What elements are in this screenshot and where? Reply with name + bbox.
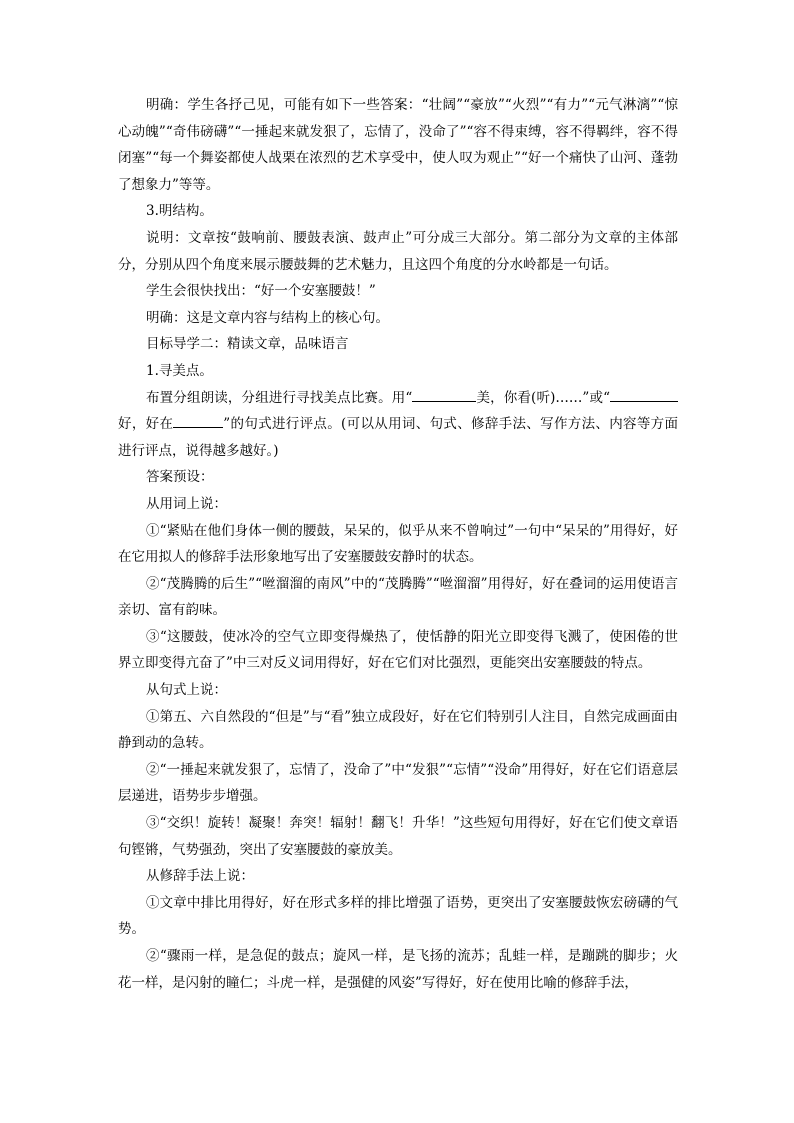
paragraph-rhetoric-heading: 从修辞手法上说： xyxy=(146,868,254,885)
paragraph-word-choice-heading: 从用词上说： xyxy=(146,495,227,512)
fill-blank xyxy=(173,413,223,428)
assignment-text-2: 美，你看(听)……”或“ xyxy=(476,389,610,406)
paragraph-rhetoric-1: ①文章中排比用得好，好在形式多样的排比增强了语势，更突出了安塞腰鼓恢宏磅礴的气势。 xyxy=(118,894,678,938)
paragraph-word-choice-2: ②“茂腾腾的后生”“咝溜溜的南风”中的“茂腾腾”“咝溜溜”用得好，好在叠词的运用使语言亲切、富有韵味。 xyxy=(118,575,678,619)
paragraph-sentence-3: ③“交织！旋转！凝聚！奔突！辐射！翻飞！升华！”这些短句用得好，好在它们使文章语句铿锵，气势强劲，突出了安塞腰鼓的豪放美。 xyxy=(118,815,678,858)
paragraph-goal-two: 目标导学二：精读文章，品味语言 xyxy=(146,336,349,353)
paragraph-sentence-1: ①第五、六自然段的“但是”与“看”独立成段好，好在它们特别引人注目，自然完成画面由静到动的急转。 xyxy=(118,708,678,752)
paragraph-student-find: 学生会很快找出：“好一个安塞腰鼓！” xyxy=(146,283,376,300)
paragraph-find-beauty: 1.寻美点。 xyxy=(146,362,213,379)
paragraph-heading-structure: 3.明结构。 xyxy=(146,203,213,220)
assignment-text-3: 好，好在 xyxy=(118,416,174,433)
fill-blank xyxy=(610,387,678,402)
paragraph-sentence-2: ②“一捶起来就发狠了，忘情了，没命了”中“发狠”“忘情”“没命”用得好，好在它们语意层层递进，语势步步增强。 xyxy=(118,761,678,805)
paragraph-assignment xyxy=(118,385,678,465)
paragraph-rhetoric-2: ②“骤雨一样，是急促的鼓点；旋风一样，是飞扬的流苏；乱蛙一样，是蹦跳的脚步；火花一样，是闪射的瞳仁；斗虎一样，是强健的风姿”写得好，好在使用比喻的修辞手法， xyxy=(118,948,678,991)
paragraph-word-choice-3: ③“这腰鼓，使冰冷的空气立即变得燥热了，使恬静的阳光立即变得飞溅了，使困倦的世界立即变得亢奋了”中三对反义词用得好，好在它们对比强烈，更能突出安塞腰鼓的特点。 xyxy=(118,628,678,672)
assignment-text-4: ”的句式进行评点。(可以从用词、句式、修辞手法、写作方法、内容等方面进行评点，说得越多越好。) xyxy=(118,416,678,459)
paragraph-answer: 明确：学生各抒己见，可能有如下一些答案：“壮阔”“豪放”“火烈”“有力”“元气淋漓”“惊心动魄”“奇伟磅礴”“一捶起来就发狠了，忘情了，没命了”“容不得束缚，容不得羁绊，容不得闭塞”“每一个舞姿都使人战栗在浓烈的艺术享受中，使人叹为观止”“好一个痛快了山河、蓬勃了想象力”等等。 xyxy=(118,97,678,193)
fill-blank xyxy=(412,387,476,402)
paragraph-core-sentence: 明确：这是文章内容与结构上的核心句。 xyxy=(146,309,389,326)
paragraph-sentence-heading: 从句式上说： xyxy=(146,682,227,699)
paragraph-word-choice-1: ①“紧贴在他们身体一侧的腰鼓，呆呆的，似乎从来不曾响过”一句中“呆呆的”用得好，好在它用拟人的修辞手法形象地写出了安塞腰鼓安静时的状态。 xyxy=(118,522,678,566)
paragraph-explanation: 说明：文章按“鼓响前、腰鼓表演、鼓声止”可分成三大部分。第二部分为文章的主体部分，分别从四个角度来展示腰鼓舞的艺术魅力，且这四个角度的分水岭都是一句话。 xyxy=(118,229,678,273)
document-page xyxy=(118,92,678,996)
assignment-text-1: 布置分组朗读，分组进行寻找美点比赛。用“ xyxy=(146,389,413,406)
paragraph-answer-preset: 答案预设： xyxy=(146,469,214,486)
